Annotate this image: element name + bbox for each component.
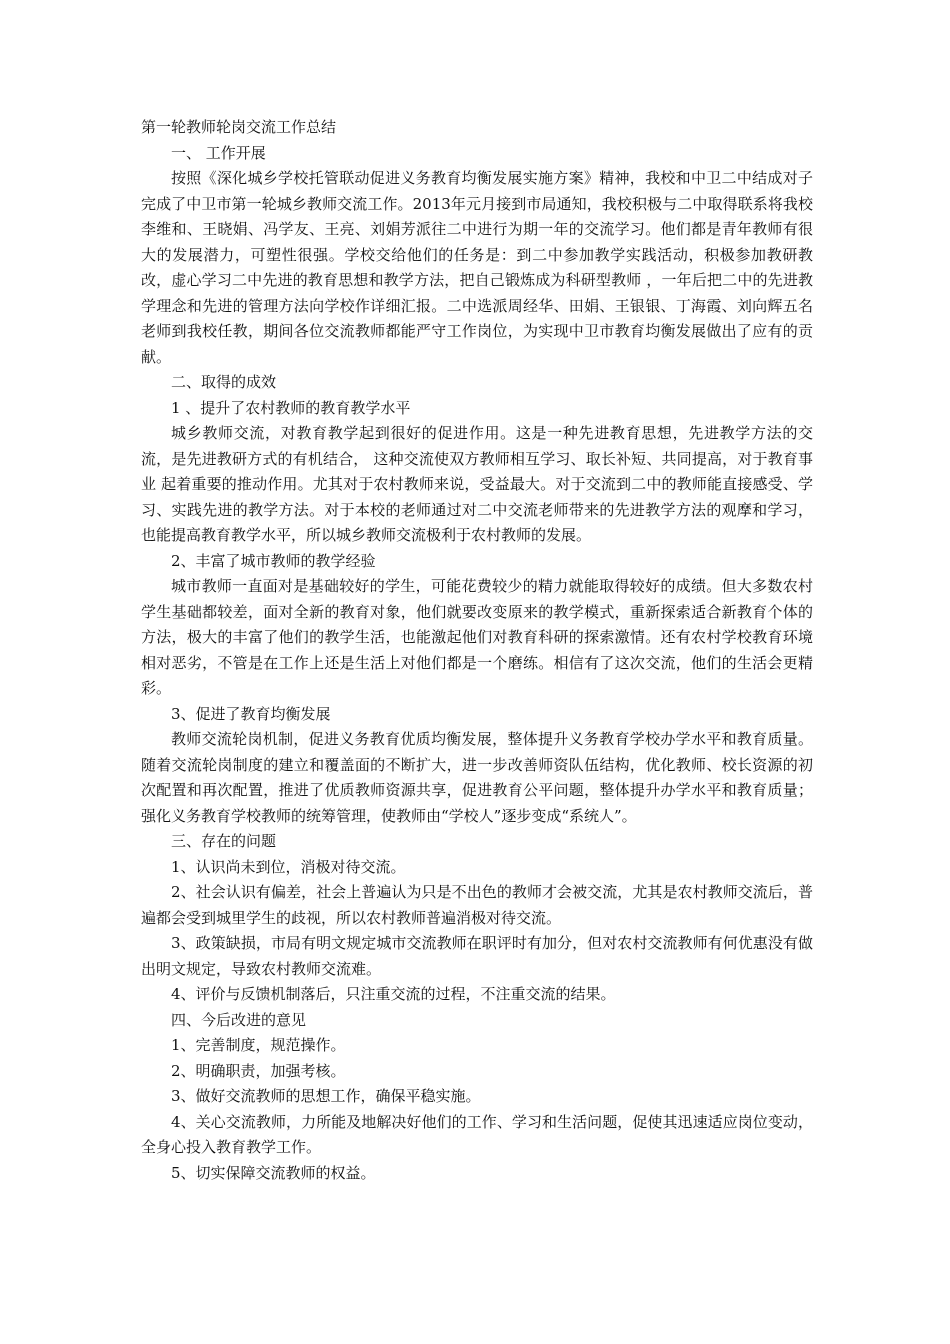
section-heading-achievements: 二、取得的成效 bbox=[171, 373, 277, 391]
problem-item-1: 1、认识尚未到位，消极对待交流。 bbox=[171, 857, 406, 876]
subheading-balanced-development: 3、促进了教育均衡发展 bbox=[171, 704, 331, 723]
paragraph-balanced-development: 教师交流轮岗机制，促进义务教育优质均衡发展，整体提升义务教育学校办学水平和教育质量。随着交流轮岗制度的建立和覆盖面的不断扩大，进一步改善师资队伍结构，优化教师、校长资源的初次配置和再次配置，推进了优质教师资源共享，促进教育公平问题，整体提升办学水平和教育质量；强化义务教育学校教师的统筹管理，使教师由“学校人”逐步变成“系统人”。 bbox=[141, 730, 813, 825]
problem-item-4: 4、评价与反馈机制落后，只注重交流的过程，不注重交流的结果。 bbox=[171, 985, 616, 1003]
improvement-item-1: 1、完善制度，规范操作。 bbox=[171, 1036, 346, 1054]
improvement-item-2: 2、明确职责，加强考核。 bbox=[171, 1061, 346, 1080]
paragraph-urban-teachers: 城市教师一直面对是基础较好的学生，可能花费较少的精力就能取得较好的成绩。但大多数农村学生基础都较差，面对全新的教育对象，他们就要改变原来的教学模式，重新探索适合新教育个体的方法，极大的丰富了他们的教学生活，也能激起他们对教育科研的探索激情。还有农村学校教育环境相对恶劣，不管是在工作上还是生活上对他们都是一个磨练。相信有了这次交流，他们的生活会更精彩。 bbox=[141, 577, 813, 697]
section-heading-improvements: 四、今后改进的意见 bbox=[171, 1010, 307, 1029]
problem-item-2: 2、社会认识有偏差，社会上普遍认为只是不出色的教师才会被交流，尤其是农村教师交流后，普遍都会受到城里学生的歧视，所以农村教师普遍消极对待交流。 bbox=[141, 883, 813, 927]
improvement-item-5: 5、切实保障交流教师的权益。 bbox=[171, 1163, 376, 1182]
paragraph-rural-teachers: 城乡教师交流，对教育教学起到很好的促进作用。这是一种先进教育思想，先进教学方法的交流，是先进教研方式的有机结合， 这种交流使双方教师相互学习、取长补短、共同提高，对于教育事业 起着重要的推动作用。尤其对于农村教师来说，受益最大。对于交流到二中的教师能直接感受、学习、实践先进的教学方法。对于本校的老师通过对二中交流老师带来的先进教学方法的观摩和学习，也能提高教育教学水平，所以城乡教师交流极利于农村教师的发展。 bbox=[141, 424, 813, 544]
improvement-item-3: 3、做好交流教师的思想工作，确保平稳实施。 bbox=[171, 1087, 481, 1105]
section-heading-problems: 三、存在的问题 bbox=[171, 832, 277, 850]
document-title: 第一轮教师轮岗交流工作总结 bbox=[141, 118, 337, 136]
subheading-rural-teachers: 1 、提升了农村教师的教育教学水平 bbox=[171, 398, 411, 417]
document-body bbox=[141, 115, 813, 1186]
section-heading-work-progress: 一、 工作开展 bbox=[171, 143, 266, 162]
improvement-item-4: 4、关心交流教师，力所能及地解决好他们的工作、学习和生活问题，促使其迅速适应岗位变动，全身心投入教育教学工作。 bbox=[141, 1112, 813, 1156]
problem-item-3: 3、政策缺损，市局有明文规定城市交流教师在职评时有加分，但对农村交流教师有何优惠没有做出明文规定，导致农村教师交流难。 bbox=[141, 934, 813, 978]
subheading-urban-teachers: 2、丰富了城市教师的教学经验 bbox=[171, 551, 376, 570]
paragraph-work-progress: 按照《深化城乡学校托管联动促进义务教育均衡发展实施方案》精神，我校和中卫二中结成对子完成了中卫市第一轮城乡教师交流工作。2013年元月接到市局通知，我校积极与二中取得联系将我校李维和、王晓娟、冯学友、王亮、刘娟芳派往二中进行为期一年的交流学习。他们都是青年教师有很大的发展潜力，可塑性很强。学校交给他们的任务是：到二中参加教学实践活动，积极参加教研教改，虚心学习二中先进的教育思想和教学方法，把自己锻炼成为科研型教师 ，一年后把二中的先进教学理念和先进的管理方法向学校作详细汇报。二中选派周经华、田娟、王银银、丁海霞、刘向辉五名老师到我校任教，期间各位交流教师都能严守工作岗位，为实现中卫市教育均衡发展做出了应有的贡献。 bbox=[141, 169, 813, 366]
